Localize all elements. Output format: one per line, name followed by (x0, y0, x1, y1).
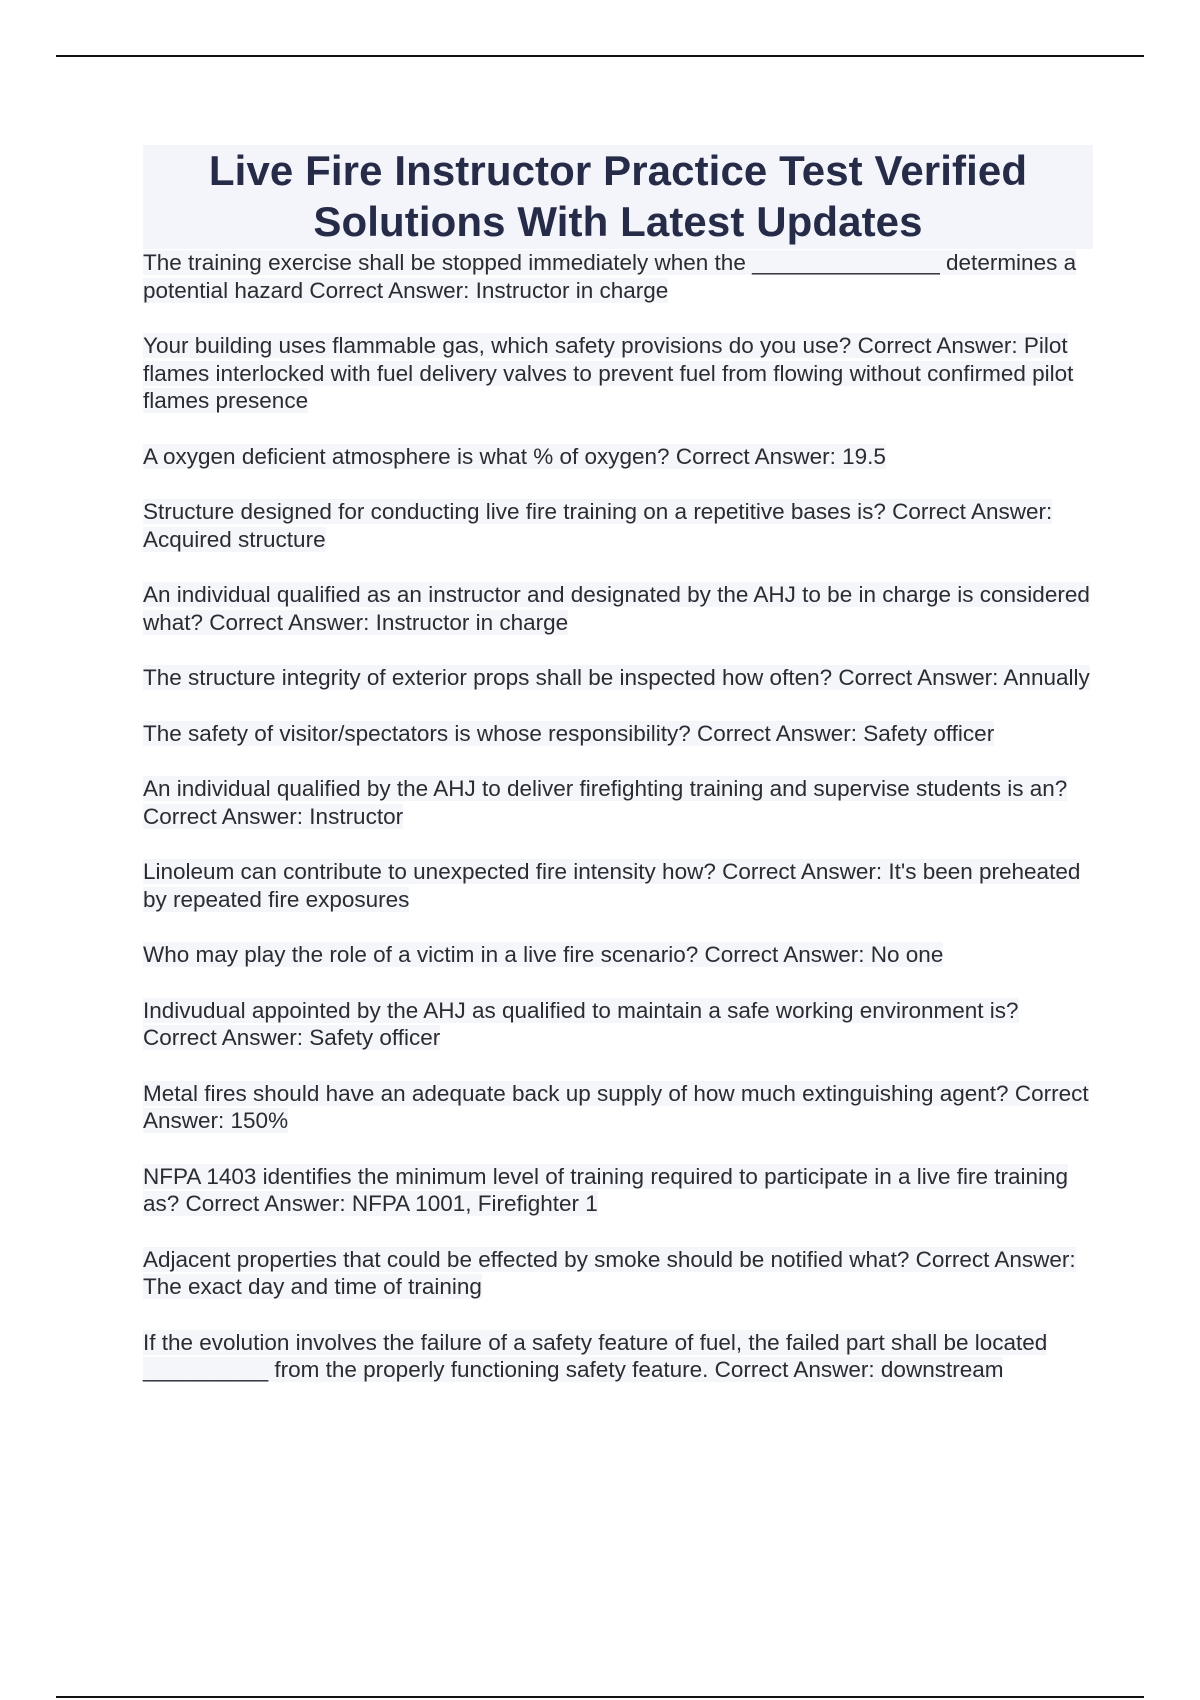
qa-item-8 (143, 775, 1093, 830)
qa-text: Metal fires should have an adequate back up supply of how much extinguishing agent? Correct Answer: 150% (143, 1080, 1089, 1133)
qa-text: A oxygen deficient atmosphere is what % of oxygen? Correct Answer: 19.5 (143, 443, 886, 469)
qa-text: Linoleum can contribute to unexpected fire intensity how? Correct Answer: It's been preheated by repeated fire exposures (143, 859, 1081, 912)
qa-item-11 (143, 997, 1093, 1052)
qa-item-2 (143, 332, 1093, 415)
title-block (143, 145, 1093, 249)
qa-item-13 (143, 1163, 1093, 1218)
qa-text: Adjacent properties that could be effected by smoke should be notified what? Correct Answer: The exact day and time of training (143, 1246, 1076, 1299)
qa-item-5 (143, 581, 1093, 636)
qa-text: An individual qualified as an instructor and designated by the AHJ to be in charge is considered what? Correct Answer: Instructor in charge (143, 582, 1090, 635)
qa-item-3 (143, 443, 1093, 471)
qa-item-14 (143, 1246, 1093, 1301)
qa-text: Who may play the role of a victim in a live fire scenario? Correct Answer: No one (143, 942, 944, 967)
qa-text: The training exercise shall be stopped immediately when the _______________ determines a potential hazard Correct Answer: Instructor in charge (143, 250, 1077, 303)
qa-text: An individual qualified by the AHJ to deliver firefighting training and supervise students is an? Correct Answer: Instructor (143, 776, 1068, 829)
qa-item-6 (143, 664, 1093, 692)
qa-item-4 (143, 498, 1093, 553)
qa-item-1 (143, 249, 1093, 304)
title-line-2: Solutions With Latest Updates (313, 198, 923, 245)
qa-text: Your building uses flammable gas, which safety provisions do you use? Correct Answer: Pilot flames interlocked with fuel delivery valves to prevent fuel from flowing without confirmed pilot flames presence (143, 333, 1074, 413)
qa-text: Indivudual appointed by the AHJ as qualified to maintain a safe working environment is? Correct Answer: Safety officer (143, 997, 1019, 1050)
qa-item-9 (143, 858, 1093, 913)
qa-text: The structure integrity of exterior props shall be inspected how often? Correct Answer: Annually (143, 665, 1090, 690)
document-title (143, 145, 1093, 247)
qa-text: NFPA 1403 identifies the minimum level of training required to participate in a live fire training as? Correct Answer: NFPA 1001, Firefighter 1 (143, 1163, 1069, 1216)
qa-text: Structure designed for conducting live fire training on a repetitive bases is? Correct Answer: Acquired structure (143, 499, 1053, 552)
document-body (143, 145, 1093, 1412)
qa-text: If the evolution involves the failure of a safety feature of fuel, the failed part shall be located __________ from the properly functioning safety feature. Correct Answer: downstream (143, 1329, 1048, 1382)
qa-item-15 (143, 1329, 1093, 1384)
bottom-rule (56, 1696, 1144, 1698)
qa-item-10 (143, 941, 1093, 969)
qa-list (143, 249, 1093, 1384)
qa-item-12 (143, 1080, 1093, 1135)
top-rule (56, 55, 1144, 57)
title-line-1: Live Fire Instructor Practice Test Verified (208, 147, 1028, 194)
qa-item-7 (143, 720, 1093, 748)
qa-text: The safety of visitor/spectators is whose responsibility? Correct Answer: Safety officer (143, 720, 995, 746)
